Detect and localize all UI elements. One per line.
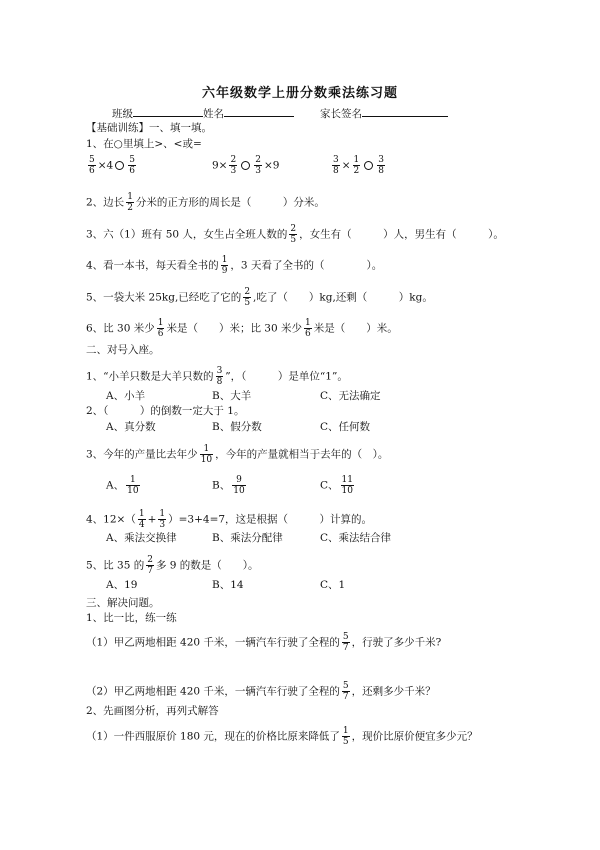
denominator: 2: [353, 166, 360, 176]
numerator: 2: [290, 224, 297, 234]
denominator: 3: [230, 166, 237, 176]
fraction: [254, 155, 262, 176]
option-c[interactable]: C、 $\frac{11}{10}$: [320, 475, 353, 496]
denominator: 10: [341, 486, 353, 496]
fraction: [229, 155, 237, 176]
denominator: 3: [255, 166, 261, 176]
mc-question-4: 4、12×（ $\frac{1}{4}$ + $\frac{1}{3}$ ）=3+4=7，这是根据（ ）计算的。: [86, 509, 373, 530]
denominator: 9: [221, 266, 228, 276]
option-b[interactable]: B、乘法分配律: [212, 532, 283, 544]
denominator: 5: [342, 737, 349, 747]
fraction: [221, 255, 229, 276]
option-b[interactable]: B、假分数: [212, 421, 262, 433]
subsection-2: 2、先画图分析，再列式解答: [86, 705, 219, 717]
question-4: 4、看一本书，每天看全书的 $\frac{1}{9}$ ，3 天看了全书的（ ）。: [86, 255, 383, 276]
class-label: 班级: [112, 108, 133, 120]
numerator: 5: [342, 681, 349, 691]
problem-2: （2）甲乙两地相距 420 千米，一辆汽车行驶了全程的 $\frac{5}{7}$ ，还剩多少千米？: [86, 681, 436, 702]
class-blank[interactable]: [133, 106, 203, 117]
denominator: 10: [200, 455, 213, 465]
option-a[interactable]: A、19: [106, 579, 138, 591]
numerator: 1: [305, 318, 311, 328]
fraction: [342, 726, 350, 747]
question-1-stem: 1、在○里填上>、<或=: [86, 138, 202, 150]
numerator: 11: [341, 475, 353, 485]
section-1-heading: 【基础训练】一、填一填。: [86, 122, 212, 134]
fraction: [216, 366, 224, 387]
fraction: [232, 475, 245, 496]
denominator: 6: [129, 166, 135, 176]
denominator: 10: [127, 486, 139, 496]
fraction: [304, 318, 312, 339]
name-blank[interactable]: [224, 106, 294, 117]
denominator: 6: [157, 329, 164, 339]
section-3-heading: 三、解决问题。: [86, 597, 160, 609]
compare-item-3: $\frac{3}{8}$ × $\frac{1}{2}$ $\frac{3}{8}$: [333, 155, 385, 176]
subsection-1: 1、比一比，练一练: [86, 612, 177, 624]
numerator: 1: [342, 726, 349, 736]
numerator: 3: [378, 155, 385, 165]
option-a[interactable]: A、小羊: [106, 390, 146, 402]
fraction: [353, 155, 361, 176]
fraction: [88, 155, 96, 176]
numerator: 2: [255, 155, 261, 165]
mc-question-1: 1、“小羊只数是大羊只数的 $\frac{3}{8}$ ”，（ ）是单位“1”。: [86, 366, 348, 387]
fraction: [126, 475, 139, 496]
denominator: 8: [216, 377, 223, 387]
denominator: 2: [127, 203, 133, 213]
option-a[interactable]: A、真分数: [106, 421, 156, 433]
option-c[interactable]: C、无法确定: [320, 390, 381, 402]
numerator: 1: [157, 318, 164, 328]
fraction: [342, 632, 350, 653]
problem-3: （1）一件西服原价 180 元，现在的价格比原来降低了 $\frac{1}{5}$ ，现价比原价便宜多少元？: [86, 726, 478, 747]
option-b[interactable]: B、14: [212, 579, 244, 591]
compare-circle[interactable]: [115, 161, 124, 170]
question-3: 3、六（1）班有 50 人，女生占全班人数的 $\frac{2}{5}$ ，女生有（ ）人，男生有（ ）。: [86, 224, 504, 245]
denominator: 8: [378, 166, 385, 176]
compare-circle[interactable]: [364, 161, 373, 170]
parent-sign-blank[interactable]: [362, 106, 448, 117]
mc-question-3: 3、今年的产量比去年少 $\frac{1}{10}$ ，今年的产量就相当于去年的（ ）。: [86, 444, 389, 465]
parent-sign-label: 家长签名: [320, 108, 362, 120]
question-5: 5、一袋大米 25kg,已经吃了它的 $\frac{2}{5}$ ,吃了（ ）kg,还剩（ ）kg。: [86, 287, 433, 308]
numerator: 9: [236, 475, 242, 485]
fraction: [138, 509, 146, 530]
option-b[interactable]: B、大羊: [212, 390, 252, 402]
denominator: 7: [147, 566, 153, 576]
numerator: 3: [216, 366, 223, 376]
student-info-row: [112, 106, 448, 121]
numerator: 5: [89, 155, 95, 165]
numerator: 1: [129, 475, 136, 485]
section-2-heading: 二、对号入座。: [86, 344, 160, 356]
option-b[interactable]: B、 $\frac{9}{10}$: [212, 475, 245, 496]
denominator: 5: [244, 298, 251, 308]
numerator: 2: [230, 155, 237, 165]
denominator: 7: [342, 643, 349, 653]
denominator: 7: [342, 692, 349, 702]
numerator: 2: [244, 287, 251, 297]
compare-item-2: 9× $\frac{2}{3}$ $\frac{2}{3}$ ×9: [212, 155, 280, 176]
compare-item-1: $\frac{5}{6}$ ×4 $\frac{5}{6}$: [89, 155, 135, 176]
problem-1: （1）甲乙两地相距 420 千米，一辆汽车行驶了全程的 $\frac{5}{7}$ ，行驶了多少千米?: [86, 632, 442, 653]
denominator: 5: [290, 235, 297, 245]
page-title: 六年级数学上册分数乘法练习题: [201, 86, 398, 101]
fraction: [158, 509, 166, 530]
fraction: [200, 444, 213, 465]
numerator: 1: [159, 509, 166, 519]
option-c[interactable]: C、任何数: [320, 421, 371, 433]
option-c[interactable]: C、乘法结合律: [320, 532, 392, 544]
option-c[interactable]: C、1: [320, 579, 346, 591]
numerator: 5: [129, 155, 135, 165]
numerator: 1: [353, 155, 360, 165]
fraction: [243, 287, 251, 308]
numerator: 1: [127, 192, 133, 202]
mc-question-5: 5、比 35 的 $\frac{2}{7}$ 多 9 的数是（ ）。: [86, 555, 259, 576]
numerator: 1: [221, 255, 228, 265]
numerator: 5: [342, 632, 349, 642]
mc-question-2: 2、（ ）的倒数一定大于 1。: [86, 405, 245, 417]
fraction: [128, 155, 136, 176]
question-6: 6、比 30 米少 $\frac{1}{6}$ 米是（ ）米；比 30 米少 $\frac{1}{6}$ 米是（ ）米。: [86, 318, 398, 339]
numerator: 1: [203, 444, 210, 454]
numerator: 2: [147, 555, 153, 565]
numerator: 1: [138, 509, 145, 519]
numerator: 3: [333, 155, 339, 165]
fraction: [377, 155, 385, 176]
denominator: 10: [233, 486, 245, 496]
fraction: [342, 681, 350, 702]
question-2: 2、边长 $\frac{1}{2}$ 分米的正方形的周长是（ ）分米。: [86, 192, 325, 213]
name-label: 姓名: [203, 108, 224, 120]
compare-circle[interactable]: [241, 161, 250, 170]
denominator: 6: [305, 329, 311, 339]
fraction: [289, 224, 297, 245]
denominator: 3: [159, 520, 166, 530]
fraction: [341, 475, 354, 496]
option-a[interactable]: A、 $\frac{1}{10}$: [106, 475, 139, 496]
fraction: [146, 555, 154, 576]
fraction: [157, 318, 165, 339]
denominator: 6: [89, 166, 95, 176]
option-a[interactable]: A、乘法交换律: [106, 532, 177, 544]
fraction: [332, 155, 340, 176]
denominator: 8: [333, 166, 339, 176]
denominator: 4: [138, 520, 145, 530]
fraction: [126, 192, 134, 213]
